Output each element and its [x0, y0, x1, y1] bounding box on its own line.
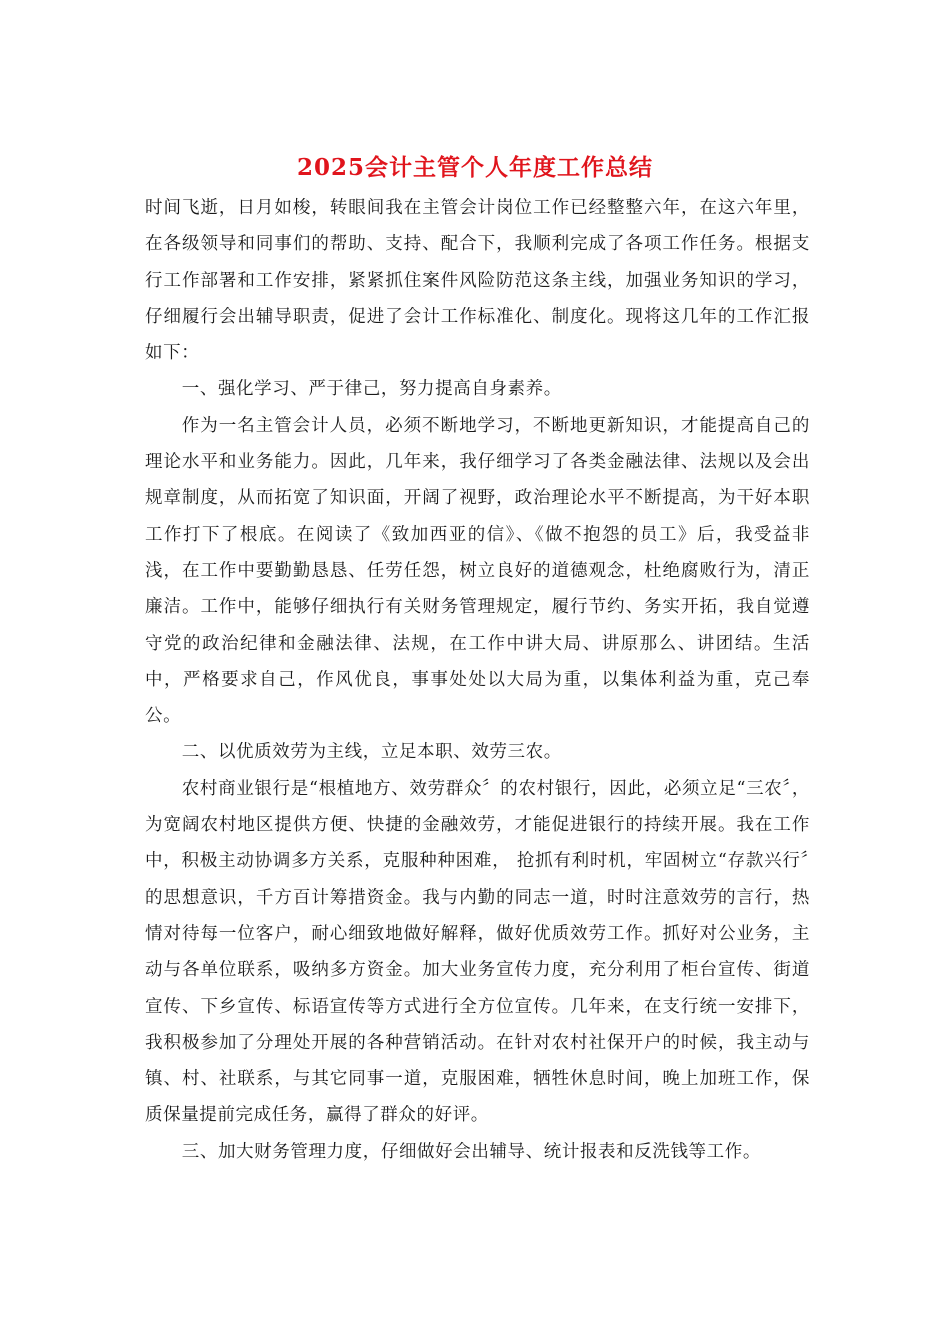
paragraph-section-1: 作为一名主管会计人员，必须不断地学习，不断地更新知识，才能提高自己的理论水平和业务能力。因此，几年来，我仔细学习了各类金融法律、法规以及会出规章制度，从而拓宽了知识面，开阔了视野，政治理论水平不断提高，为干好本职工作打下了根底。在阅读了《致加西亚的信》、《做不抱怨的员工》后，我受益非浅，在工作中要勤勤恳恳、任劳任怨，树立良好的道德观念，杜绝腐败行为，清正廉洁。工作中，能够仔细执行有关财务管理规定，履行节约、务实开拓，我自觉遵守党的政治纪律和金融法律、法规，在工作中讲大局、讲原那么、讲团结。生活中，严格要求自己，作风优良，事事处处以大局为重，以集体利益为重，克己奉公。: [145, 415, 810, 727]
section-heading-1: 一、强化学习、严于律己，努力提高自身素养。: [181, 379, 562, 400]
section-heading-3: 三、加大财务管理力度，仔细做好会出辅导、统计报表和反洗钱等工作。: [181, 1141, 761, 1162]
section-heading-2: 二、以优质效劳为主线，立足本职、效劳三农。: [181, 742, 562, 763]
document-title: 2025会计主管个人年度工作总结: [296, 154, 653, 181]
document-body: [145, 190, 810, 1170]
paragraph-section-2: 农村商业银行是“根植地方、效劳群众〞的农村银行，因此，必须立足“三农〞，为宽阔农村地区提供方便、快捷的金融效劳，才能促进银行的持续开展。我在工作中，积极主动协调多方关系，克服种种困难， 抢抓有利时机，牢固树立“存款兴行〞的思想意识，千方百计筹措资金。我与内勤的同志一道，时时注意效劳的言行，热情对待每一位客户，耐心细致地做好解释，做好优质效劳工作。抓好对公业务，主动与各单位联系，吸纳多方资金。加大业务宣传力度，充分利用了柜台宣传、街道宣传、下乡宣传、标语宣传等方式进行全方位宣传。几年来，在支行统一安排下，我积极参加了分理处开展的各种营销活动。在针对农村社保开户的时候，我主动与镇、村、社联系，与其它同事一道，克服困难，牺牲休息时间，晚上加班工作，保质保量提前完成任务，赢得了群众的好评。: [145, 778, 810, 1126]
paragraph-intro: 时间飞逝，日月如梭，转眼间我在主管会计岗位工作已经整整六年，在这六年里，在各级领导和同事们的帮助、支持、配合下，我顺利完成了各项工作任务。根据支行工作部署和工作安排，紧紧抓住案件风险防范这条主线，加强业务知识的学习，仔细履行会出辅导职责，促进了会计工作标准化、制度化。现将这几年的工作汇报如下：: [145, 198, 810, 364]
